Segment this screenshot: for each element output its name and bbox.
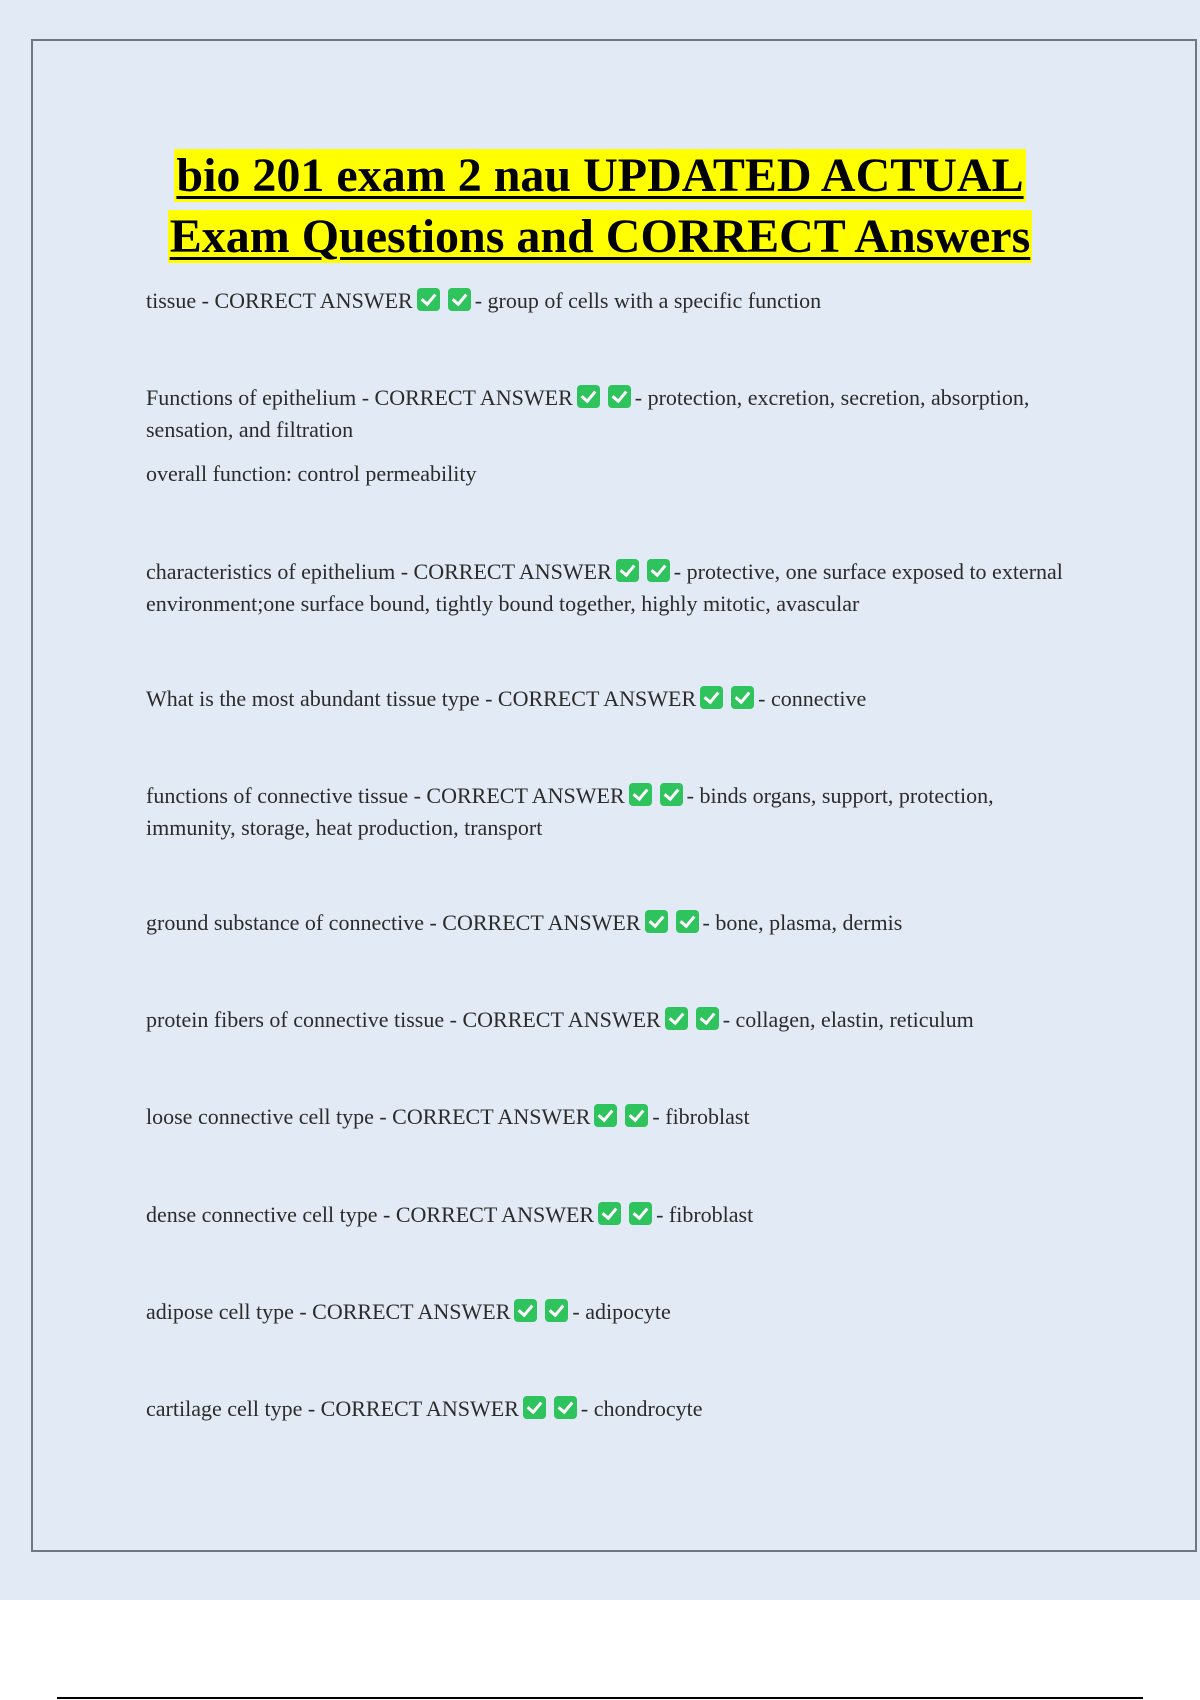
check-mark-icon [554, 1396, 577, 1419]
check-mark-icon [577, 385, 600, 408]
qa-term: loose connective cell type - CORRECT ANSWER [146, 1104, 591, 1129]
check-mark-icon [629, 1202, 652, 1225]
qa-item [146, 683, 1086, 715]
qa-answer: - protective, one surface exposed to external environment;one surface bound, tightly bound together, highly mitotic, avascular [146, 559, 1063, 616]
qa-item [146, 285, 1086, 317]
qa-term: cartilage cell type - CORRECT ANSWER [146, 1396, 519, 1421]
qa-item [146, 780, 1086, 844]
qa-answer: - protection, excretion, secretion, absorption, sensation, and filtration [146, 385, 1030, 442]
check-mark-icon [629, 783, 652, 806]
check-mark-icon [665, 1007, 688, 1030]
qa-item [146, 382, 1086, 490]
check-mark-icon [696, 1007, 719, 1030]
qa-item [146, 556, 1086, 620]
qa-answer: - fibroblast [656, 1202, 754, 1227]
qa-term: adipose cell type - CORRECT ANSWER [146, 1299, 511, 1324]
check-mark-icon [545, 1299, 568, 1322]
check-mark-icon [594, 1104, 617, 1127]
qa-item [146, 1004, 1086, 1036]
qa-answer: - connective [758, 686, 867, 711]
qa-extra-note: overall function: control permeability [146, 461, 477, 486]
check-mark-icon [523, 1396, 546, 1419]
check-mark-icon [700, 686, 723, 709]
qa-term: tissue - CORRECT ANSWER [146, 288, 413, 313]
qa-term: functions of connective tissue - CORRECT ANSWER [146, 783, 625, 808]
qa-answer: - fibroblast [652, 1104, 750, 1129]
check-mark-icon [660, 783, 683, 806]
qa-item [146, 1199, 1086, 1231]
document-title-line-2: Exam Questions and CORRECT Answers [169, 210, 1031, 263]
qa-answer: - chondrocyte [580, 1396, 703, 1421]
qa-item [146, 1101, 1086, 1133]
check-mark-icon [731, 686, 754, 709]
qa-item [146, 1393, 1086, 1425]
qa-answer: - collagen, elastin, reticulum [722, 1007, 974, 1032]
check-mark-icon [608, 385, 631, 408]
qa-answer: - bone, plasma, dermis [702, 910, 903, 935]
check-mark-icon [645, 910, 668, 933]
qa-term: dense connective cell type - CORRECT ANSWER [146, 1202, 595, 1227]
check-mark-icon [448, 288, 471, 311]
qa-term: protein fibers of connective tissue - CORRECT ANSWER [146, 1007, 661, 1032]
qa-answer: - group of cells with a specific function [474, 288, 822, 313]
document-title-line-1: bio 201 exam 2 nau UPDATED ACTUAL [176, 149, 1024, 202]
qa-item [146, 1296, 1086, 1328]
check-mark-icon [676, 910, 699, 933]
check-mark-icon [514, 1299, 537, 1322]
check-mark-icon [598, 1202, 621, 1225]
qa-term: Functions of epithelium - CORRECT ANSWER [146, 385, 573, 410]
qa-term: What is the most abundant tissue type - CORRECT ANSWER [146, 686, 697, 711]
qa-answer: - binds organs, support, protection, immunity, storage, heat production, transport [146, 783, 994, 840]
document-title [0, 145, 1200, 267]
check-mark-icon [616, 559, 639, 582]
check-mark-icon [647, 559, 670, 582]
qa-term: characteristics of epithelium - CORRECT ANSWER [146, 559, 612, 584]
qa-answer: - adipocyte [572, 1299, 671, 1324]
check-mark-icon [417, 288, 440, 311]
qa-term: ground substance of connective - CORRECT ANSWER [146, 910, 641, 935]
footer-rule [57, 1697, 1143, 1699]
check-mark-icon [625, 1104, 648, 1127]
qa-item [146, 907, 1086, 939]
